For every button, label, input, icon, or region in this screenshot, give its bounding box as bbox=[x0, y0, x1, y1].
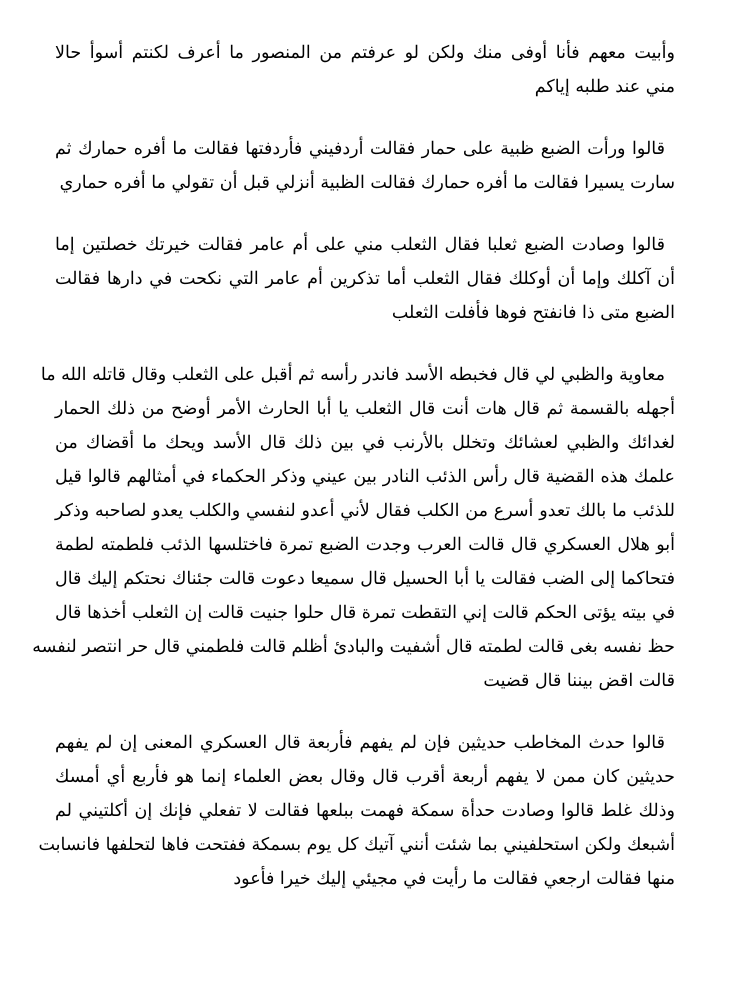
paragraph-2 bbox=[55, 132, 675, 200]
paragraph-5 bbox=[38, 726, 675, 896]
text-line: قالوا ورأت الضبع ظبية على حمار فقالت أردفيني فأردفتها فقالت ما أفره حمارك ثم bbox=[55, 139, 665, 159]
paragraph-1 bbox=[55, 36, 675, 104]
text-line: في بيته يؤتى الحكم قالت إني التقطت تمرة قال حلوا جنيت قالت إن الثعلب أخذها قال bbox=[55, 603, 675, 623]
text-line: حديثين كان ممن لا يفهم أربعة أقرب قال وقال بعض العلماء إنما هو فأربع أي أمسك bbox=[55, 767, 675, 787]
text-line: فتحاكما إلى الضب فقالت يا أبا الحسيل قال سميعا دعوت قالت جئناك نحتكم إليك قال bbox=[55, 569, 675, 589]
text-line: للذئب ما بالك تعدو أسرع من الكلب فقال لأني أعدو لنفسي والكلب يعدو لصاحبه وذكر bbox=[55, 501, 675, 521]
text-line: قالت اقض بيننا قال قضيت bbox=[483, 671, 675, 691]
text-line: مني عند طلبه إياكم bbox=[534, 77, 675, 97]
paragraph-3 bbox=[55, 228, 675, 330]
text-line: وذلك غلط قالوا وصادت حدأة سمكة فهمت ببلعها فقالت لا تفعلي فإنك إن أكلتيني لم bbox=[55, 801, 675, 821]
text-line: قالوا حدث المخاطب حديثين فإن لم يفهم فأربعة قال العسكري المعنى إن لم يفهم bbox=[55, 733, 665, 753]
text-line: منها فقالت ارجعي فقالت ما رأيت في مجيئي إليك خيرا فأعود bbox=[233, 869, 675, 889]
text-line: الضبع متى ذا فانفتح فوها فأفلت الثعلب bbox=[391, 303, 675, 323]
text-line: أجهله بالقسمة ثم قال هات أنت قال الثعلب يا أبا الحارث الأمر أوضح من ذلك الحمار bbox=[55, 399, 675, 419]
text-line: معاوية والظبي لي قال فخبطه الأسد فاندر رأسه ثم أقبل على الثعلب وقال قاتله الله ما bbox=[40, 365, 665, 385]
text-line: أشبعك ولكن استحلفيني بما شئت أنني آتيك كل يوم بسمكة ففتحت فاها لتحلفها فانسابت bbox=[38, 835, 675, 855]
paragraph-4 bbox=[32, 358, 675, 698]
text-line: سارت يسيرا فقالت ما أفره حمارك فقالت الظبية أنزلي قبل أن تقولي ما أفره حماري bbox=[59, 173, 675, 193]
text-line: قالوا وصادت الضبع ثعلبا فقال الثعلب مني على أم عامر فقالت خيرتك خصلتين إما bbox=[55, 235, 665, 255]
text-line: علمك هذه القضية قال رأس الذئب النادر بين عيني وذكر الحكماء في أمثالهم قالوا قيل bbox=[55, 467, 675, 487]
text-line: لغدائك والظبي لعشائك وتخلل بالأرنب في بين ذلك قال الأسد ويحك ما أقضاك من bbox=[55, 433, 675, 453]
text-line: أبو هلال العسكري قال قالت العرب وجدت الضبع تمرة فاختلسها الذئب فلطمته لطمة bbox=[55, 535, 675, 555]
text-line: أن آكلك وإما أن أوكلك فقال الثعلب أما تذكرين أم عامر التي نكحت في دارها فقالت bbox=[55, 269, 675, 289]
text-line: حظ نفسه بغى قالت لطمته قال أشفيت والبادئ أظلم قالت فلطمني قال حر انتصر لنفسه bbox=[32, 637, 675, 657]
text-line: وأبيت معهم فأنا أوفى منك ولكن لو عرفتم من المنصور ما أعرف لكنتم أسوأ حالا bbox=[55, 43, 675, 63]
